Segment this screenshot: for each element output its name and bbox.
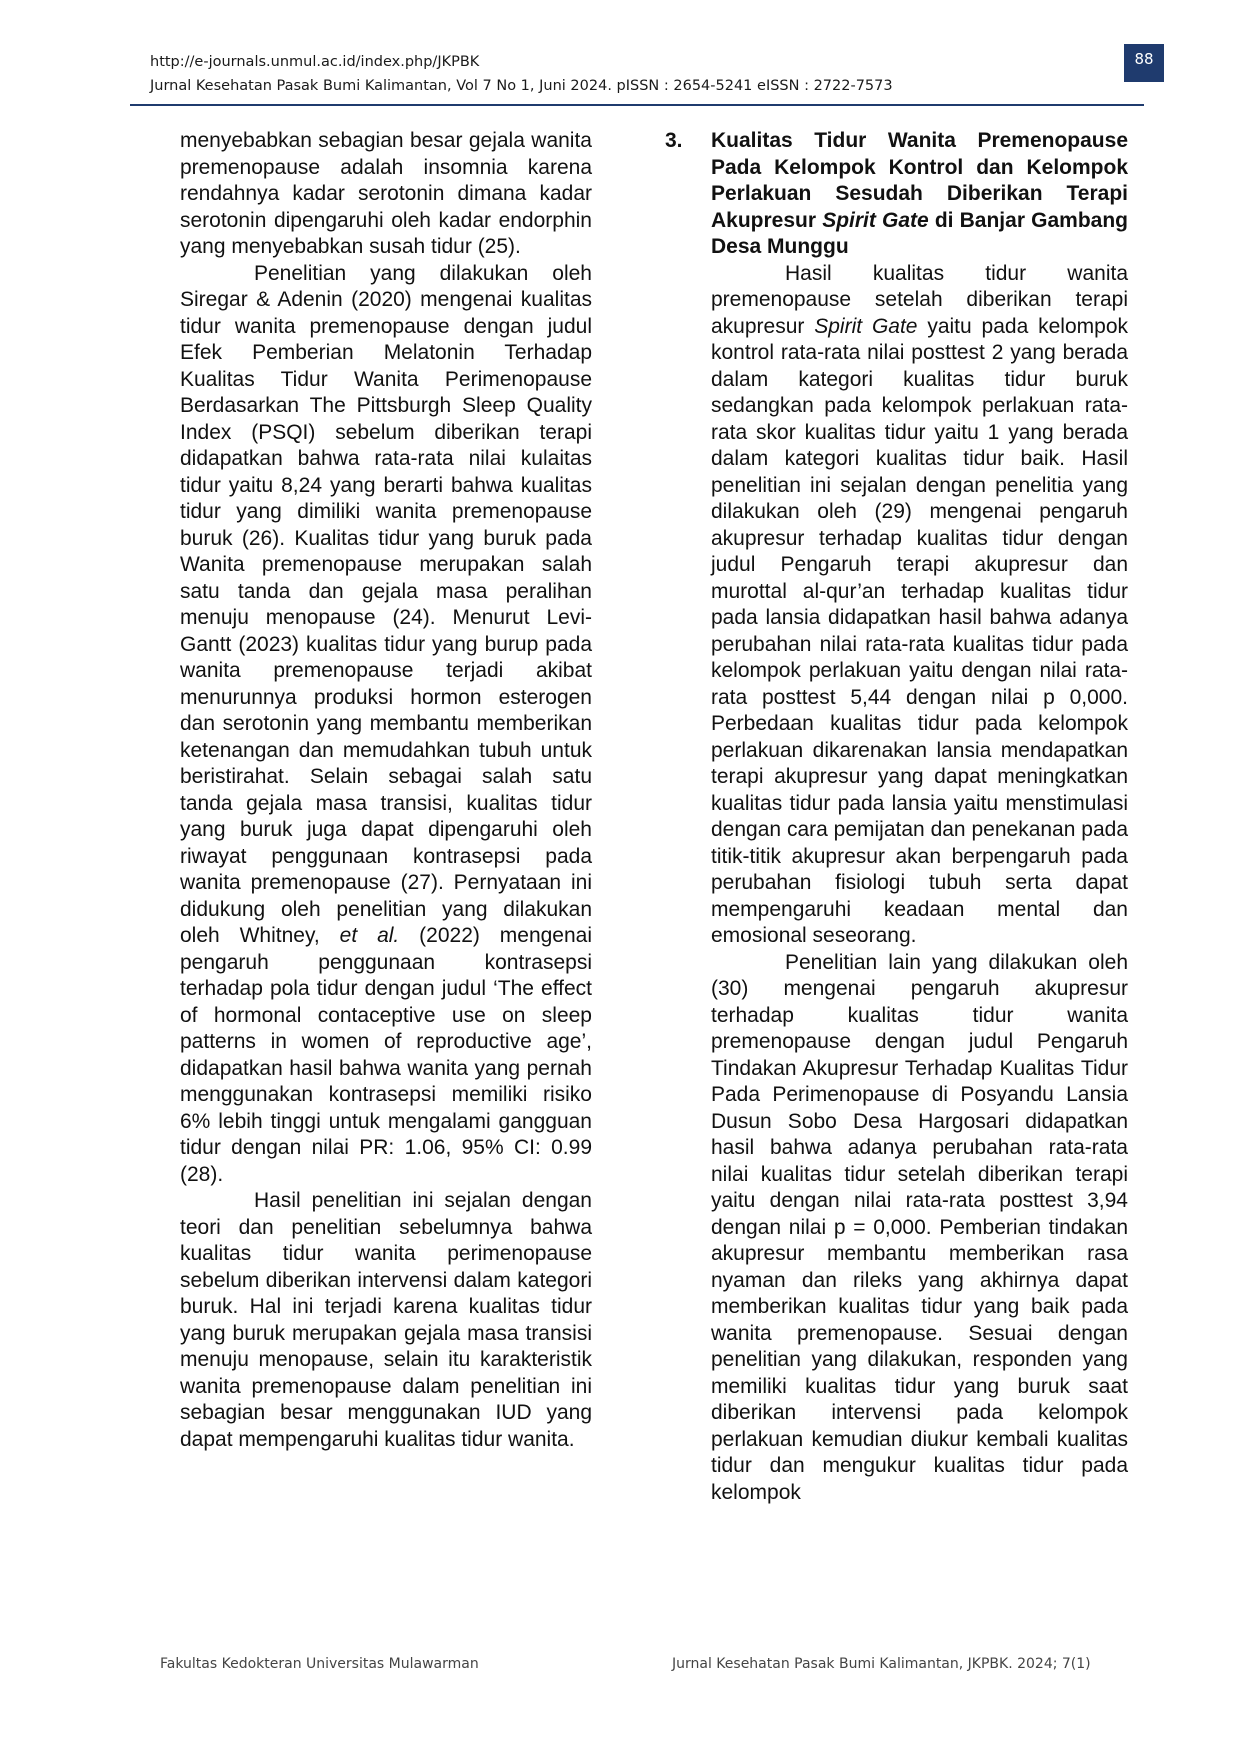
spirit-gate-italic: Spirit Gate [814, 314, 918, 338]
footer-institution: Fakultas Kedokteran Universitas Mulawarman [160, 1656, 479, 1672]
right-paragraph-1 [711, 261, 1128, 950]
footer-journal-citation: Jurnal Kesehatan Pasak Bumi Kalimantan, JKPBK. 2024; 7(1) [672, 1656, 1091, 1672]
section-heading-text-a: Kualitas Tidur Wanita Premenopause Pada Kelompok Kontrol dan Kelompok Perlakuan Sesudah Diberikan Terapi Akupresur [711, 129, 1128, 232]
header-divider [130, 104, 1144, 106]
right-paragraph-1-text-b: yaitu pada kelompok kontrol rata-rata nilai posttest 2 yang berada dalam kategori kualitas tidur buruk sedangkan pada kelompok perlakuan rata-rata skor kualitas tidur yaitu 1 yang berada dalam kategori kualitas tidur baik. Hasil penelitian ini sejalan dengan penelitia yang dilakukan oleh (29) mengenai pengaruh akupresur terhadap kualitas tidur dengan judul Pengaruh terapi akupresur dan murottal al-qur’an terhadap kualitas tidur pada lansia didapatkan hasil bahwa adanya perubahan nilai rata-rata kualitas tidur pada kelompok perlakuan yaitu dengan nilai rata-rata posttest 5,44 dengan nilai p 0,000. Perbedaan kualitas tidur pada kelompok perlakuan dikarenakan lansia mendapatkan terapi akupresur yang dapat meningkatkan kualitas tidur pada lansia yaitu menstimulasi dengan cara pemijatan dan penekanan pada titik-titik akupresur akan berpengaruh pada perubahan fisiologi tubuh serta dapat mempengaruhi keadaan mental dan emosional seseorang. [711, 314, 1128, 947]
right-paragraph-1-text-a: Hasil kualitas tidur wanita premenopause setelah diberikan terapi akupresur [711, 261, 1128, 338]
left-column [180, 128, 592, 1453]
et-al-italic: et al. [339, 924, 400, 947]
left-paragraph-2-text-b: (2022) mengenai pengaruh penggunaan kontrasepsi terhadap pola tidur dengan judul ‘The effect of hormonal contaceptive use on sleep patterns in women of reproductive age’, didapatkan hasil bahwa wanita yang pernah menggunakan kontrasepsi memiliki risiko 6% lebih tinggi untuk mengalami gangguan tidur dengan nilai PR: 1.06, 95% CI: 0.99 (28). [180, 924, 593, 1186]
section-heading-text-b: di Banjar Gambang Desa Munggu [711, 208, 1128, 258]
left-paragraph-3: Hasil penelitian ini sejalan dengan teori dan penelitian sebelumnya bahwa kualitas tidur wanita perimenopause sebelum diberikan intervensi dalam kategori buruk. Hal ini terjadi karena kualitas tidur yang buruk merupakan gejala masa transisi menuju menopause, selain itu karakteristik wanita premenopause dalam penelitian ini sebagian besar menggunakan IUD yang dapat mempengaruhi kualitas tidur wanita. [180, 1189, 592, 1451]
section-number: 3. [665, 129, 683, 152]
left-paragraph-2-text-a: Penelitian yang dilakukan oleh Siregar & Adenin (2020) mengenai kualitas tidur wanita premenopause dengan judul Efek Pemberian Melatonin Terhadap Kualitas Tidur Wanita Perimenopause Berdasarkan The Pittsburgh Sleep Quality Index (PSQI) sebelum diberikan terapi didapatkan bahwa rata-rata nilai kulaitas tidur yaitu 8,24 yang berarti bahwa kualitas tidur yang dimiliki wanita premenopause buruk (26). Kualitas tidur yang buruk pada Wanita premenopause merupakan salah satu tanda dan gejala masa peralihan menuju menopause (24). Menurut Levi-Gantt (2023) kualitas tidur yang burup pada wanita premenopause terjadi akibat menurunnya produksi hormon esterogen dan serotonin yang membantu memberikan ketenangan dan memudahkan tubuh untuk beristirahat. Selain sebagai salah satu tanda gejala masa transisi, kualitas tidur yang buruk juga dapat dipengaruhi oleh riwayat penggunaan kontrasepsi pada wanita premenopause (27). Pernyataan ini didukung oleh penelitian yang dilakukan oleh Whitney, [180, 261, 592, 947]
page-header [150, 50, 1150, 98]
section-heading-italic: Spirit Gate [822, 208, 929, 232]
right-paragraph-2: Penelitian lain yang dilakukan oleh (30) mengenai pengaruh akupresur terhadap kualitas tidur wanita premenopause dengan judul Pengaruh Tindakan Akupresur Terhadap Kualitas Tidur Pada Perimenopause di Posyandu Lansia Dusun Sobo Desa Hargosari didapatkan hasil bahwa adanya perubahan rata-rata nilai kualitas tidur setelah diberikan terapi yaitu dengan nilai rata-rata posttest 3,94 dengan nilai p = 0,000. Pemberian tindakan akupresur membantu memberikan rasa nyaman dan rileks yang akhirnya dapat memberikan kualitas tidur yang baik pada wanita premenopause. Sesuai dengan penelitian yang dilakukan, responden yang memiliki kualitas tidur yang buruk saat diberikan intervensi pada kelompok perlakuan kemudian diukur kembali kualitas tidur dan mengukur kualitas tidur pada kelompok [711, 950, 1128, 1504]
journal-url[interactable]: http://e-journals.unmul.ac.id/index.php/JKPBK [150, 54, 480, 70]
page-number-badge: 88 [1124, 44, 1164, 82]
section-heading [665, 128, 1128, 261]
left-paragraph-1: menyebabkan sebagian besar gejala wanita premenopause adalah insomnia karena rendahnya kadar serotonin dimana kadar serotonin dipengaruhi oleh kadar endorphin yang menyebabkan susah tidur (25). [180, 129, 592, 258]
left-paragraph-2 [180, 261, 592, 1189]
right-column [665, 128, 1128, 1506]
journal-citation-line: Jurnal Kesehatan Pasak Bumi Kalimantan, Vol 7 No 1, Juni 2024. pISSN : 2654-5241 eISSN : 2722-7573 [150, 78, 893, 94]
